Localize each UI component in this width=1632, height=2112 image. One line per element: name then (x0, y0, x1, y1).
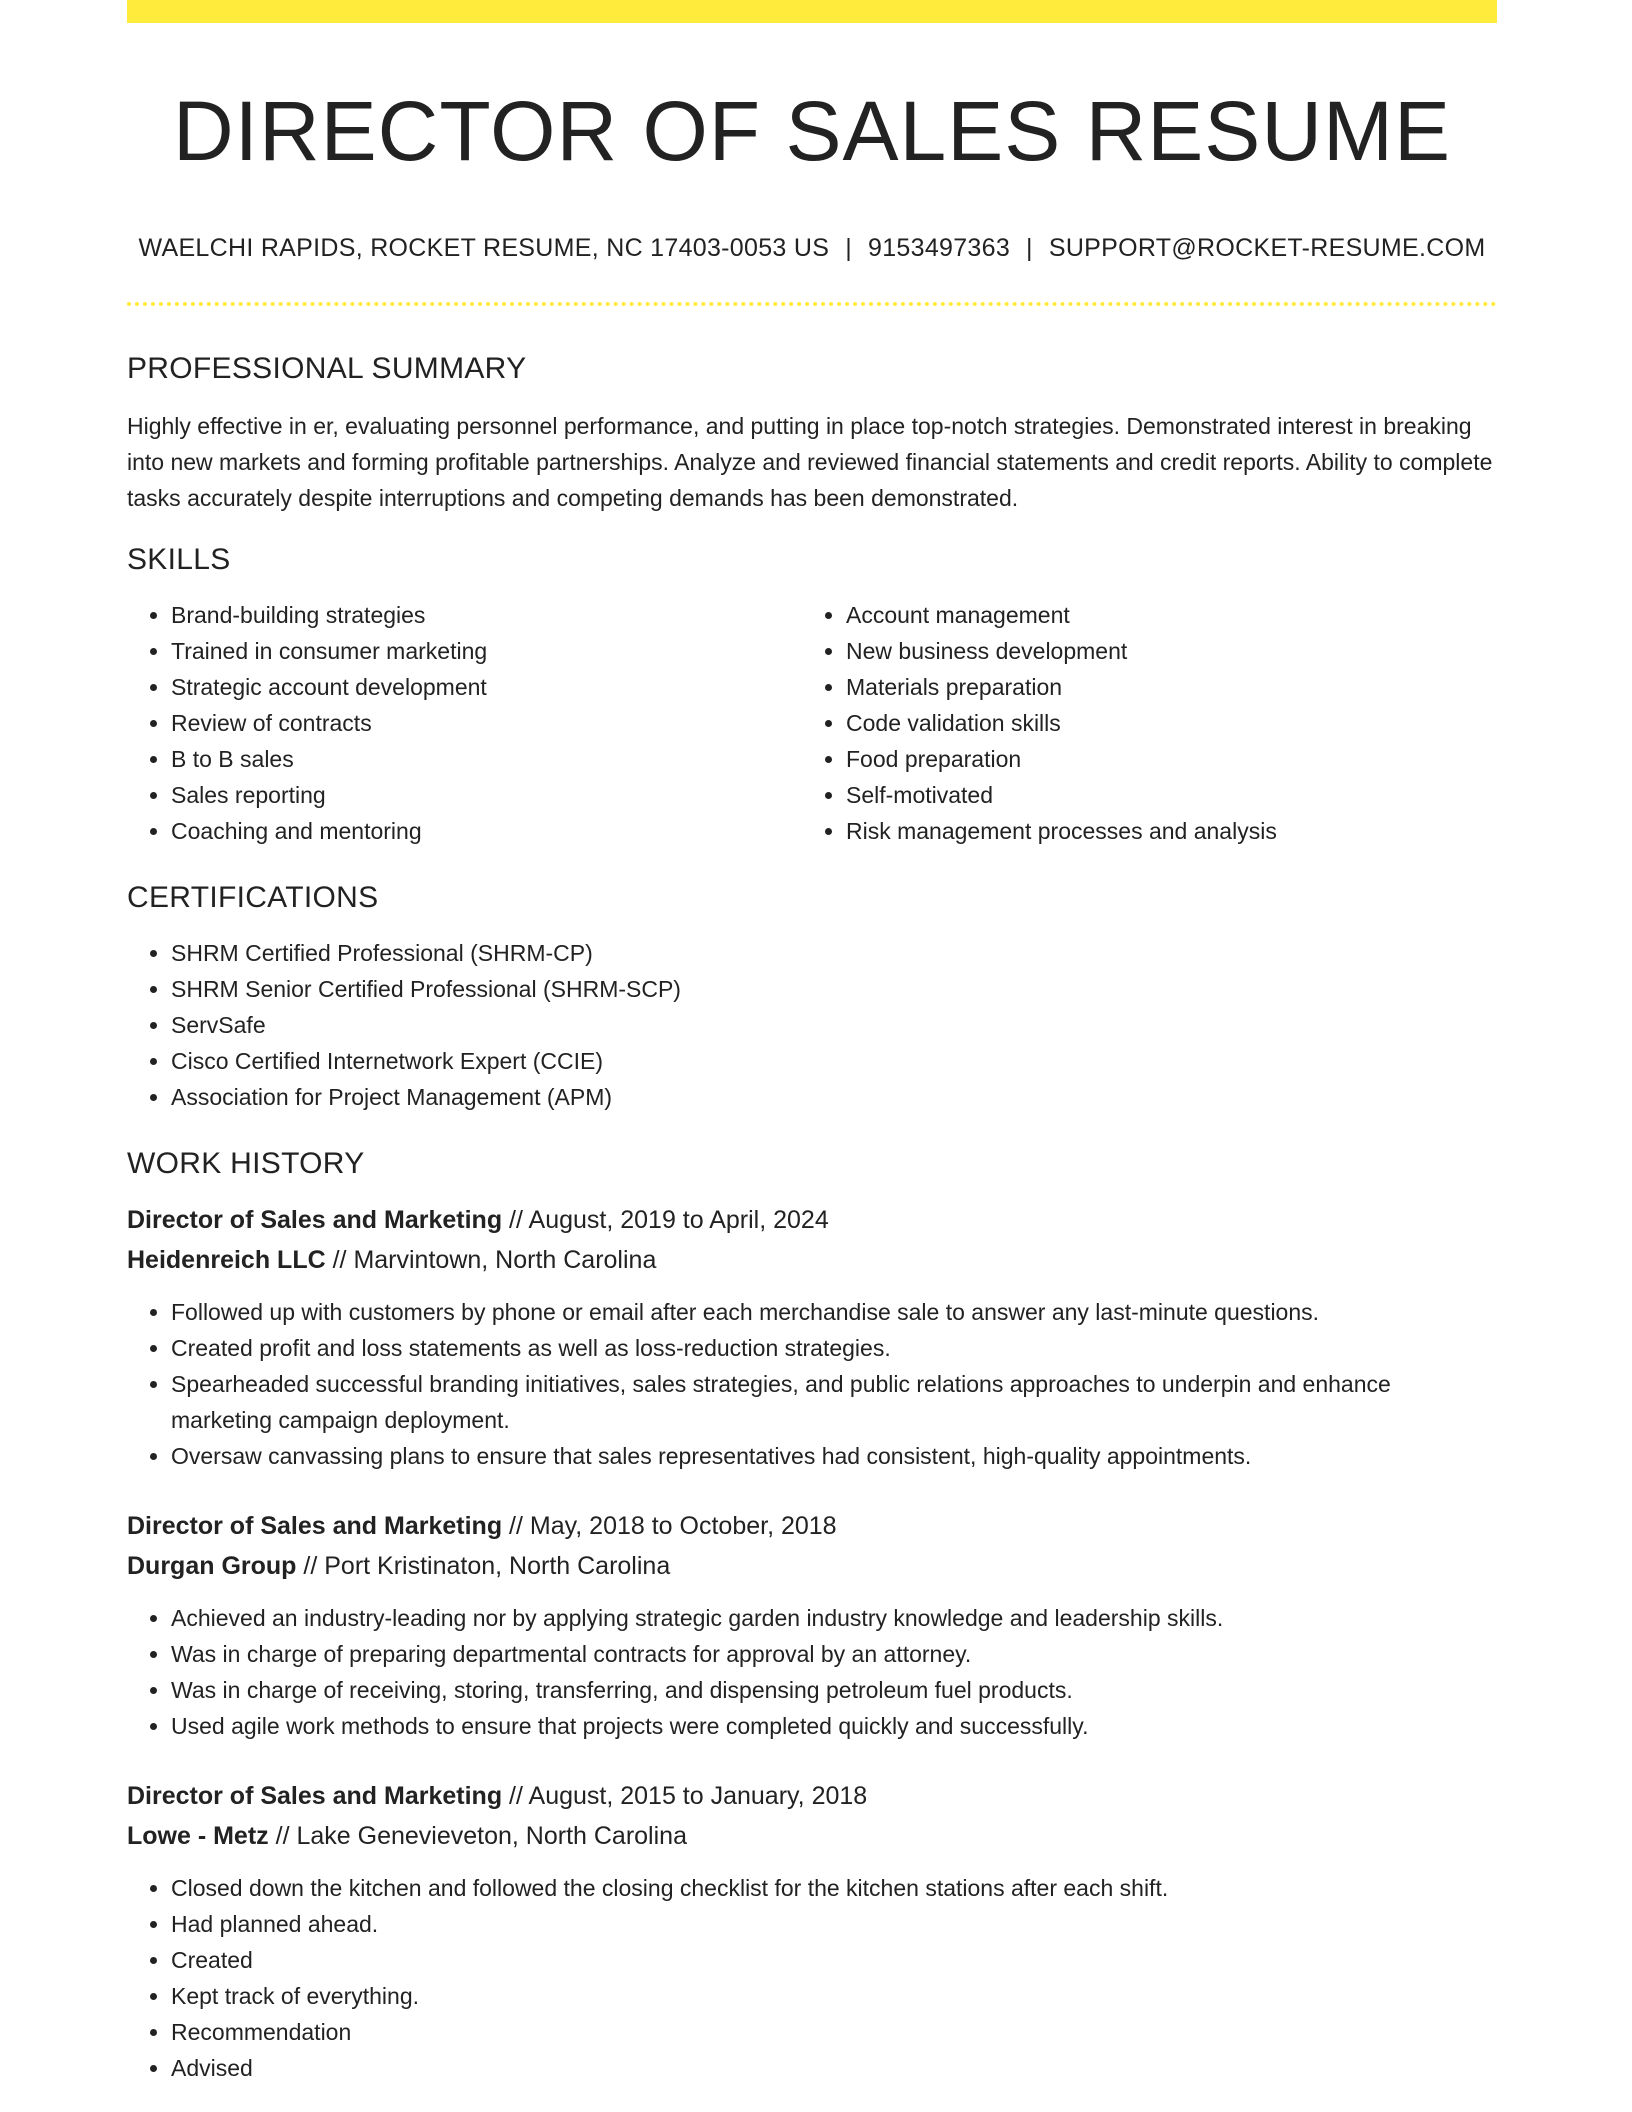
skills-columns (127, 597, 1497, 849)
job-separator: // (502, 1782, 529, 1810)
job-location: Marvintown, North Carolina (353, 1246, 657, 1274)
skill-item: • Sales reporting (171, 777, 802, 813)
top-accent-bar (127, 0, 1497, 23)
job-bullet: • Recommendation (171, 2014, 1497, 2050)
contact-separator: | (1026, 234, 1033, 262)
contact-line (127, 232, 1497, 264)
contact-separator: | (845, 234, 852, 262)
job-separator: // (296, 1552, 325, 1580)
certification-item: • SHRM Senior Certified Professional (SHRM-SCP) (171, 971, 1497, 1007)
job-bullet: • Kept track of everything. (171, 1978, 1497, 2014)
summary-section (127, 350, 1497, 516)
job-bullet: • Used agile work methods to ensure that projects were completed quickly and successfully. (171, 1708, 1497, 1744)
skill-item: • Strategic account development (171, 669, 802, 705)
work-history-heading: WORK HISTORY (127, 1147, 365, 1180)
skill-item: • Food preparation (846, 741, 1477, 777)
skill-item: • New business development (846, 633, 1477, 669)
job-entry (127, 1776, 1497, 2086)
skill-item: • Materials preparation (846, 669, 1477, 705)
work-history-section (127, 1145, 1497, 2086)
job-separator: // (502, 1206, 529, 1234)
job-company-line (127, 1240, 1497, 1280)
job-company-line (127, 1816, 1497, 1856)
job-bullet: • Closed down the kitchen and followed the closing checklist for the kitchen stations after each shift. (171, 1870, 1497, 1906)
job-title-line (127, 1506, 1497, 1546)
job-dates: August, 2015 to January, 2018 (528, 1782, 868, 1810)
job-bullets (127, 1294, 1497, 1474)
job-separator: // (325, 1246, 354, 1274)
job-bullets (127, 1600, 1497, 1744)
job-bullet: • Had planned ahead. (171, 1906, 1497, 1942)
skills-heading: SKILLS (127, 543, 231, 576)
job-bullets (127, 1870, 1497, 2086)
resume-content (127, 23, 1497, 2086)
skill-item: • Account management (846, 597, 1477, 633)
contact-email: SUPPORT@ROCKET-RESUME.COM (1048, 234, 1486, 262)
job-bullet: • Spearheaded successful branding initiatives, sales strategies, and public relations approaches to underpin and enhance marketing campaign deployment. (171, 1366, 1497, 1438)
job-location: Port Kristinaton, North Carolina (324, 1552, 671, 1580)
job-title: Director of Sales and Marketing (127, 1206, 503, 1234)
skill-item: • Risk management processes and analysis (846, 813, 1477, 849)
dotted-divider (127, 302, 1497, 306)
skill-item: • Self-motivated (846, 777, 1477, 813)
job-company: Lowe - Metz (127, 1822, 269, 1850)
skill-item: • Code validation skills (846, 705, 1477, 741)
job-title: Director of Sales and Marketing (127, 1512, 503, 1540)
job-bullet: • Achieved an industry-leading nor by applying strategic garden industry knowledge and leadership skills. (171, 1600, 1497, 1636)
job-entry (127, 1506, 1497, 1744)
certification-item: • Cisco Certified Internetwork Expert (CCIE) (171, 1043, 1497, 1079)
skill-item: • B to B sales (171, 741, 802, 777)
job-bullet: • Was in charge of receiving, storing, transferring, and dispensing petroleum fuel products. (171, 1672, 1497, 1708)
job-company: Durgan Group (127, 1552, 297, 1580)
skills-section (127, 541, 1497, 849)
job-title-line (127, 1776, 1497, 1816)
contact-phone: 9153497363 (868, 234, 1011, 262)
certifications-list (127, 935, 1497, 1115)
certification-item: • ServSafe (171, 1007, 1497, 1043)
job-title: Director of Sales and Marketing (127, 1782, 503, 1810)
skill-item: • Trained in consumer marketing (171, 633, 802, 669)
summary-text: Highly effective in er, evaluating personnel performance, and putting in place top-notch strategies. Demonstrated interest in breaking into new markets and forming profitable partnerships. Analyze and reviewed financial statements and credit reports. Ability to complete tasks accurately despite interruptions and competing demands has been demonstrated. (127, 413, 1493, 511)
job-bullet: • Was in charge of preparing departmental contracts for approval by an attorney. (171, 1636, 1497, 1672)
skills-list-left (127, 597, 802, 849)
job-bullet: • Advised (171, 2050, 1497, 2086)
contact-address: WAELCHI RAPIDS, ROCKET RESUME, NC 17403-0053 US (138, 234, 830, 262)
job-bullet: • Oversaw canvassing plans to ensure that sales representatives had consistent, high-quality appointments. (171, 1438, 1497, 1474)
job-location: Lake Genevieveton, North Carolina (296, 1822, 687, 1850)
job-bullet: • Created profit and loss statements as well as loss-reduction strategies. (171, 1330, 1497, 1366)
certifications-heading: CERTIFICATIONS (127, 881, 379, 914)
job-bullet: • Followed up with customers by phone or email after each merchandise sale to answer any last-minute questions. (171, 1294, 1497, 1330)
skill-item: • Coaching and mentoring (171, 813, 802, 849)
skills-column-left (127, 597, 802, 849)
document-title: DIRECTOR OF SALES RESUME (172, 84, 1451, 178)
job-separator: // (502, 1512, 530, 1540)
job-dates: May, 2018 to October, 2018 (529, 1512, 837, 1540)
certifications-section (127, 879, 1497, 1115)
job-bullet: • Created (171, 1942, 1497, 1978)
skills-column-right (802, 597, 1477, 849)
job-title-line (127, 1200, 1497, 1240)
job-dates: August, 2019 to April, 2024 (528, 1206, 829, 1234)
certification-item: • SHRM Certified Professional (SHRM-CP) (171, 935, 1497, 971)
job-company-line (127, 1546, 1497, 1586)
summary-heading: PROFESSIONAL SUMMARY (127, 352, 527, 385)
certification-item: • Association for Project Management (APM) (171, 1079, 1497, 1115)
job-separator: // (268, 1822, 297, 1850)
job-entry (127, 1200, 1497, 1474)
job-company: Heidenreich LLC (127, 1246, 326, 1274)
skill-item: • Brand-building strategies (171, 597, 802, 633)
skill-item: • Review of contracts (171, 705, 802, 741)
jobs-list (127, 1200, 1497, 2086)
skills-list-right (802, 597, 1477, 849)
